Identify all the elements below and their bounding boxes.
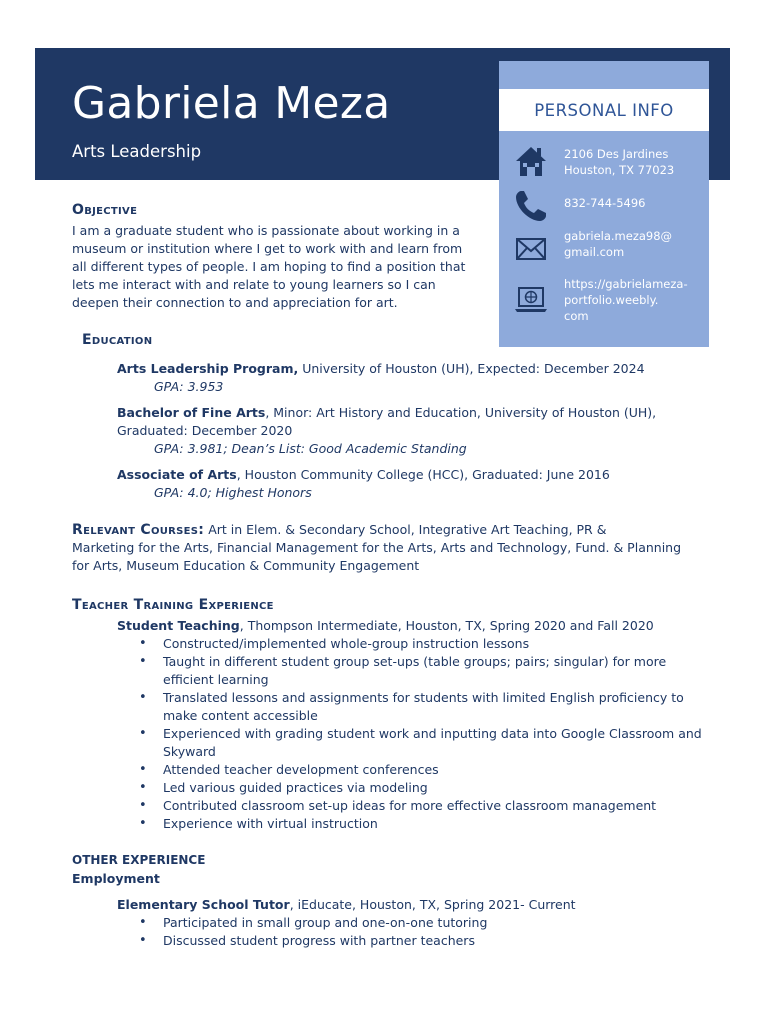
list-item: • Translated lessons and assignments for students with limited English proficiency to make content accessible — [117, 689, 703, 725]
laptop-globe-icon — [513, 282, 549, 318]
list-item: • Participated in small group and one-on-one tutoring — [117, 914, 703, 932]
teacher-training-role-line — [117, 617, 654, 635]
phone-text: 832-744-5496 — [564, 196, 646, 210]
list-item: • Constructed/implemented whole-group instruction lessons — [117, 635, 703, 653]
degree-details-line2: Graduated: December 2020 — [117, 423, 293, 438]
education-entry-3 — [117, 466, 610, 484]
other-experience-heading: OTHER EXPERIENCE — [72, 853, 206, 867]
list-item: • Taught in different student group set-ups (table groups; pairs; singular) for more efficient learning — [117, 653, 703, 689]
gpa-text: GPA: 4.0; Highest Honors — [154, 485, 312, 500]
objective-heading: Objective — [72, 202, 138, 218]
courses-list-part1: Art in Elem. & Secondary School, Integrative Art Teaching, PR & — [204, 522, 607, 537]
personal-info-title: PERSONAL INFO — [534, 100, 674, 120]
phone-icon — [513, 188, 549, 224]
courses-line-3: for Arts, Museum Education & Community Engagement — [72, 558, 420, 573]
tutor-bullets — [117, 914, 703, 950]
role-title: Student Teaching — [117, 618, 240, 633]
education-entry-1 — [117, 360, 645, 378]
candidate-subtitle: Arts Leadership — [72, 142, 202, 161]
courses-line-1 — [72, 521, 606, 539]
email-icon — [513, 231, 549, 267]
gpa-text: GPA: 3.981; Dean’s List: Good Academic Standing — [154, 441, 467, 456]
address-text: 2106 Des Jardines Houston, TX 77023 — [564, 147, 675, 177]
role-details: , Thompson Intermediate, Houston, TX, Spring 2020 and Fall 2020 — [239, 618, 654, 633]
education-entry-2 — [117, 404, 656, 422]
education-heading: Education — [82, 332, 153, 348]
courses-line-2: Marketing for the Arts, Financial Management for the Arts, Arts and Technology, Fund. & Planning — [72, 540, 682, 555]
degree-details: , Houston Community College (HCC), Graduated: June 2016 — [236, 467, 610, 482]
degree-name: Associate of Arts — [117, 467, 237, 482]
teacher-training-bullets — [117, 635, 703, 833]
list-item: • Experienced with grading student work and inputting data into Google Classroom and Skyward — [117, 725, 703, 761]
tutor-role-line — [117, 896, 576, 914]
teacher-training-heading: Teacher Training Experience — [72, 597, 274, 613]
role-details: , iEducate, Houston, TX, Spring 2021- Current — [289, 897, 576, 912]
role-title: Elementary School Tutor — [117, 897, 290, 912]
list-item: • Attended teacher development conferences — [117, 761, 703, 779]
degree-name: Arts Leadership Program, — [117, 361, 299, 376]
degree-details: , Minor: Art History and Education, University of Houston (UH), — [265, 405, 657, 420]
candidate-name: Gabriela Meza — [72, 78, 391, 129]
portfolio-url-text: https://gabrielameza- portfolio.weebly. com — [564, 277, 688, 323]
employment-subheading: Employment — [72, 871, 160, 886]
home-icon — [513, 143, 549, 179]
list-item: • Experience with virtual instruction — [117, 815, 703, 833]
objective-text: I am a graduate student who is passionate about working in a museum or institution where I get to work with and learn from all different types of people. I am hoping to find a position that lets me interact with and relate to young learners so I can deepen their connection to and appreciation for art. — [72, 223, 466, 310]
courses-heading: Relevant Courses: — [72, 522, 205, 538]
personal-info-panel — [499, 61, 709, 347]
degree-name: Bachelor of Fine Arts — [117, 405, 266, 420]
personal-info-title-box — [499, 89, 709, 131]
email-text: gabriela.meza98@ gmail.com — [564, 229, 673, 259]
list-item: • Led various guided practices via modeling — [117, 779, 703, 797]
list-item: • Contributed classroom set-up ideas for more effective classroom management — [117, 797, 703, 815]
gpa-text: GPA: 3.953 — [154, 379, 224, 394]
list-item: • Discussed student progress with partner teachers — [117, 932, 703, 950]
degree-details: University of Houston (UH), Expected: December 2024 — [298, 361, 645, 376]
